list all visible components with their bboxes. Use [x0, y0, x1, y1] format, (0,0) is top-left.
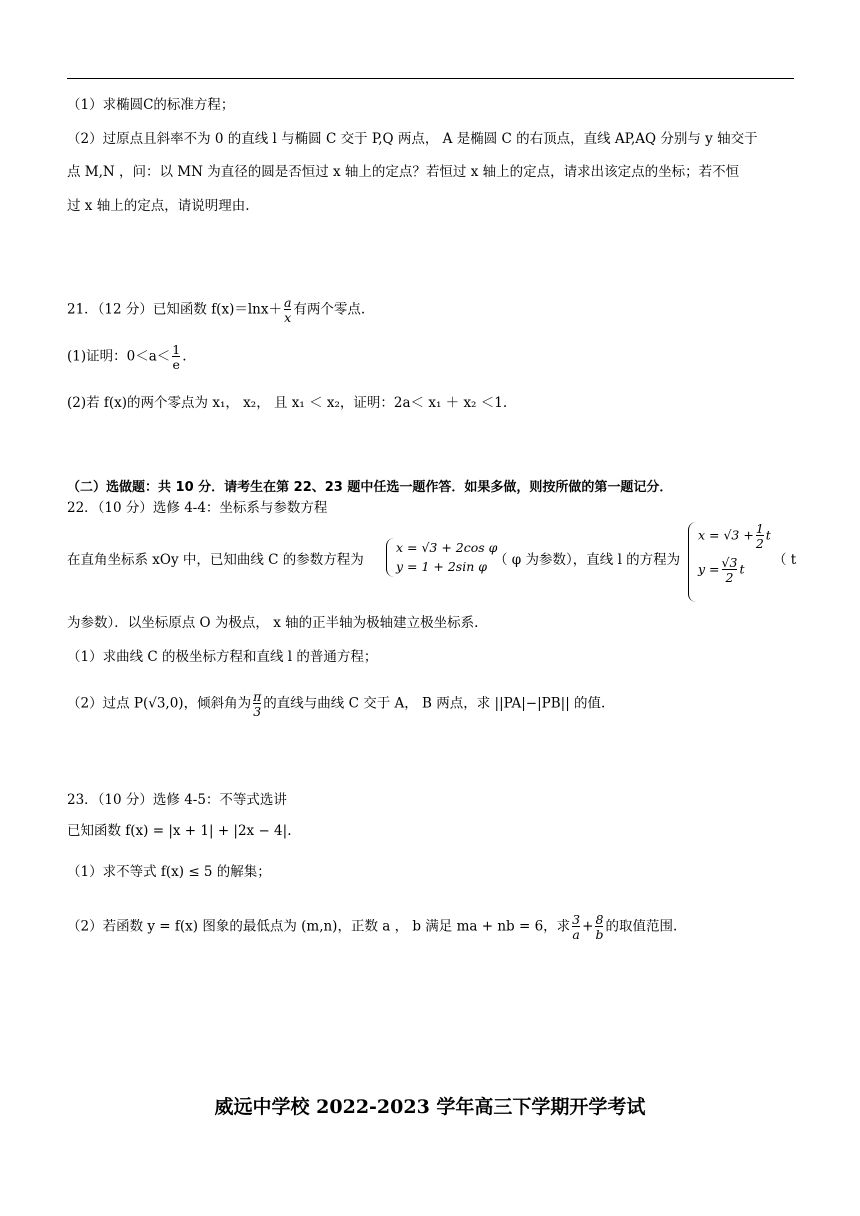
- p22-q2-frac: [253, 690, 261, 718]
- p23-stem: 23．（10 分）选修 4-5：不等式选讲: [67, 792, 287, 808]
- p21-fraction: [284, 296, 291, 324]
- p21-q1-num: 1: [172, 342, 181, 357]
- p21-q2: (2)若 f(x)的两个零点为 x₁， x₂， 且 x₁ ＜ x₂，证明：2a＜ x₁ ＋ x₂ ＜1.: [67, 395, 508, 411]
- p21-frac-num: a: [283, 295, 292, 310]
- p22-body-line2: 为参数）．以坐标原点 O 为极点， x 轴的正半轴为极轴建立极坐标系.: [67, 615, 479, 631]
- p20-q2-line1: （2）过原点且斜率不为 0 的直线 l 与椭圆 C 交于 P,Q 两点， A 是椭圆 C 的右顶点，直线 AP,AQ 分别与 y 轴交于: [67, 131, 758, 147]
- p21-q1-den: e: [172, 357, 180, 373]
- p23-q2-post: 的取值范围.: [605, 918, 678, 935]
- p23-q1: （1）求不等式 f(x) ≤ 5 的解集；: [67, 864, 271, 880]
- p22-line-system: [688, 522, 771, 602]
- p23-q2-pre: （2）若函数 y = f(x) 图象的最低点为 (m,n)，正数 a ， b 满足 ma + nb = 6，求: [67, 918, 571, 935]
- p22-line-row2-frac: [722, 556, 738, 584]
- p23-q2-den1: a: [572, 927, 580, 943]
- p22-line-row1-pre: x = √3 +: [698, 527, 754, 543]
- p21-frac-den: x: [284, 310, 292, 326]
- p22-q2-post: 的直线与曲线 C 交于 A， B 两点，求 ||PA|−|PB|| 的值.: [263, 695, 606, 712]
- p23-func: 已知函数 f(x) = |x + 1| + |2x − 4|.: [67, 823, 292, 839]
- p21-stem-post: 有两个零点.: [293, 301, 366, 318]
- p22-q2-pre: （2）过点 P(√3,0)，倾斜角为: [67, 695, 252, 712]
- section-heading: （二）选做题：共 10 分．请考生在第 22、23 题中任选一题作答．如果多做，则按所做的第一题记分．: [67, 480, 673, 495]
- p22-q2-num: π: [253, 689, 262, 704]
- p22-curve-row2: y = 1 + 2sin φ: [396, 559, 487, 575]
- p22-line-row2-num: √3: [721, 555, 738, 571]
- p22-body-pre: 在直角坐标系 xOy 中，已知曲线 C 的参数方程为: [67, 552, 364, 568]
- p22-line-row1-post: t: [765, 527, 771, 543]
- p23-q2: [67, 913, 677, 941]
- p22-line-brace-group: [688, 522, 771, 602]
- p20-q1: （1）求椭圆C的标准方程；: [67, 97, 235, 113]
- p22-curve-row1: x = √3 + 2cos φ: [396, 540, 498, 555]
- p22-curve-brace-group: [386, 538, 497, 577]
- p23-q2-num2: 8: [595, 912, 604, 927]
- p22-line-brace: [688, 522, 697, 602]
- p22-line-row2: [698, 556, 771, 584]
- p22-line-row1-frac: [756, 522, 764, 550]
- p22-curve-system: [386, 538, 497, 577]
- p20-q2-line2: 点 M,N ，问：以 MN 为直径的圆是否恒过 x 轴上的定点？若恒过 x 轴上的定点，请求出该定点的坐标；若不恒: [67, 164, 740, 180]
- p21-q1-post: .: [182, 348, 187, 365]
- p23-q2-den2: b: [595, 927, 604, 943]
- p23-q2-plus: +: [582, 918, 594, 935]
- p21-q1-fraction: [172, 343, 180, 371]
- p21-stem: [67, 296, 365, 324]
- p22-body-line1: [67, 554, 364, 568]
- p22-body-mid: （ φ 为参数），直线 l 的方程为: [494, 552, 681, 568]
- header-rule: [67, 78, 794, 79]
- p22-curve-brace: [386, 538, 395, 577]
- p22-line-row2-post: t: [739, 561, 745, 577]
- exam-title: 威远中学校 2022-2023 学年高三下学期开学考试: [214, 1096, 646, 1118]
- p22-q2-den: 3: [253, 704, 262, 720]
- p22-line-row1-den: 2: [755, 536, 764, 552]
- p23-q2-num1: 3: [572, 912, 581, 927]
- p22-body-tail: （ t: [773, 552, 797, 568]
- p20-q2-line3: 过 x 轴上的定点，请说明理由.: [67, 198, 250, 214]
- p22-line-row2-pre: y =: [698, 561, 720, 577]
- p22-line-row2-den: 2: [722, 569, 738, 584]
- p21-stem-pre: 21．（12 分）已知函数 f(x)＝lnx＋: [67, 301, 282, 318]
- p23-q2-frac1: [572, 913, 580, 941]
- p21-q1-pre: (1)证明：0＜a＜: [67, 348, 171, 365]
- p22-q2: [67, 690, 605, 718]
- p22-line-row1: [698, 522, 771, 550]
- p23-q2-frac2: [595, 913, 603, 941]
- p22-stem: 22．（10 分）选修 4-4：坐标系与参数方程: [67, 500, 328, 516]
- p22-line-row1-num: 1: [755, 521, 764, 536]
- p22-q1: （1）求曲线 C 的极坐标方程和直线 l 的普通方程；: [67, 649, 378, 665]
- p21-q1: [67, 343, 187, 371]
